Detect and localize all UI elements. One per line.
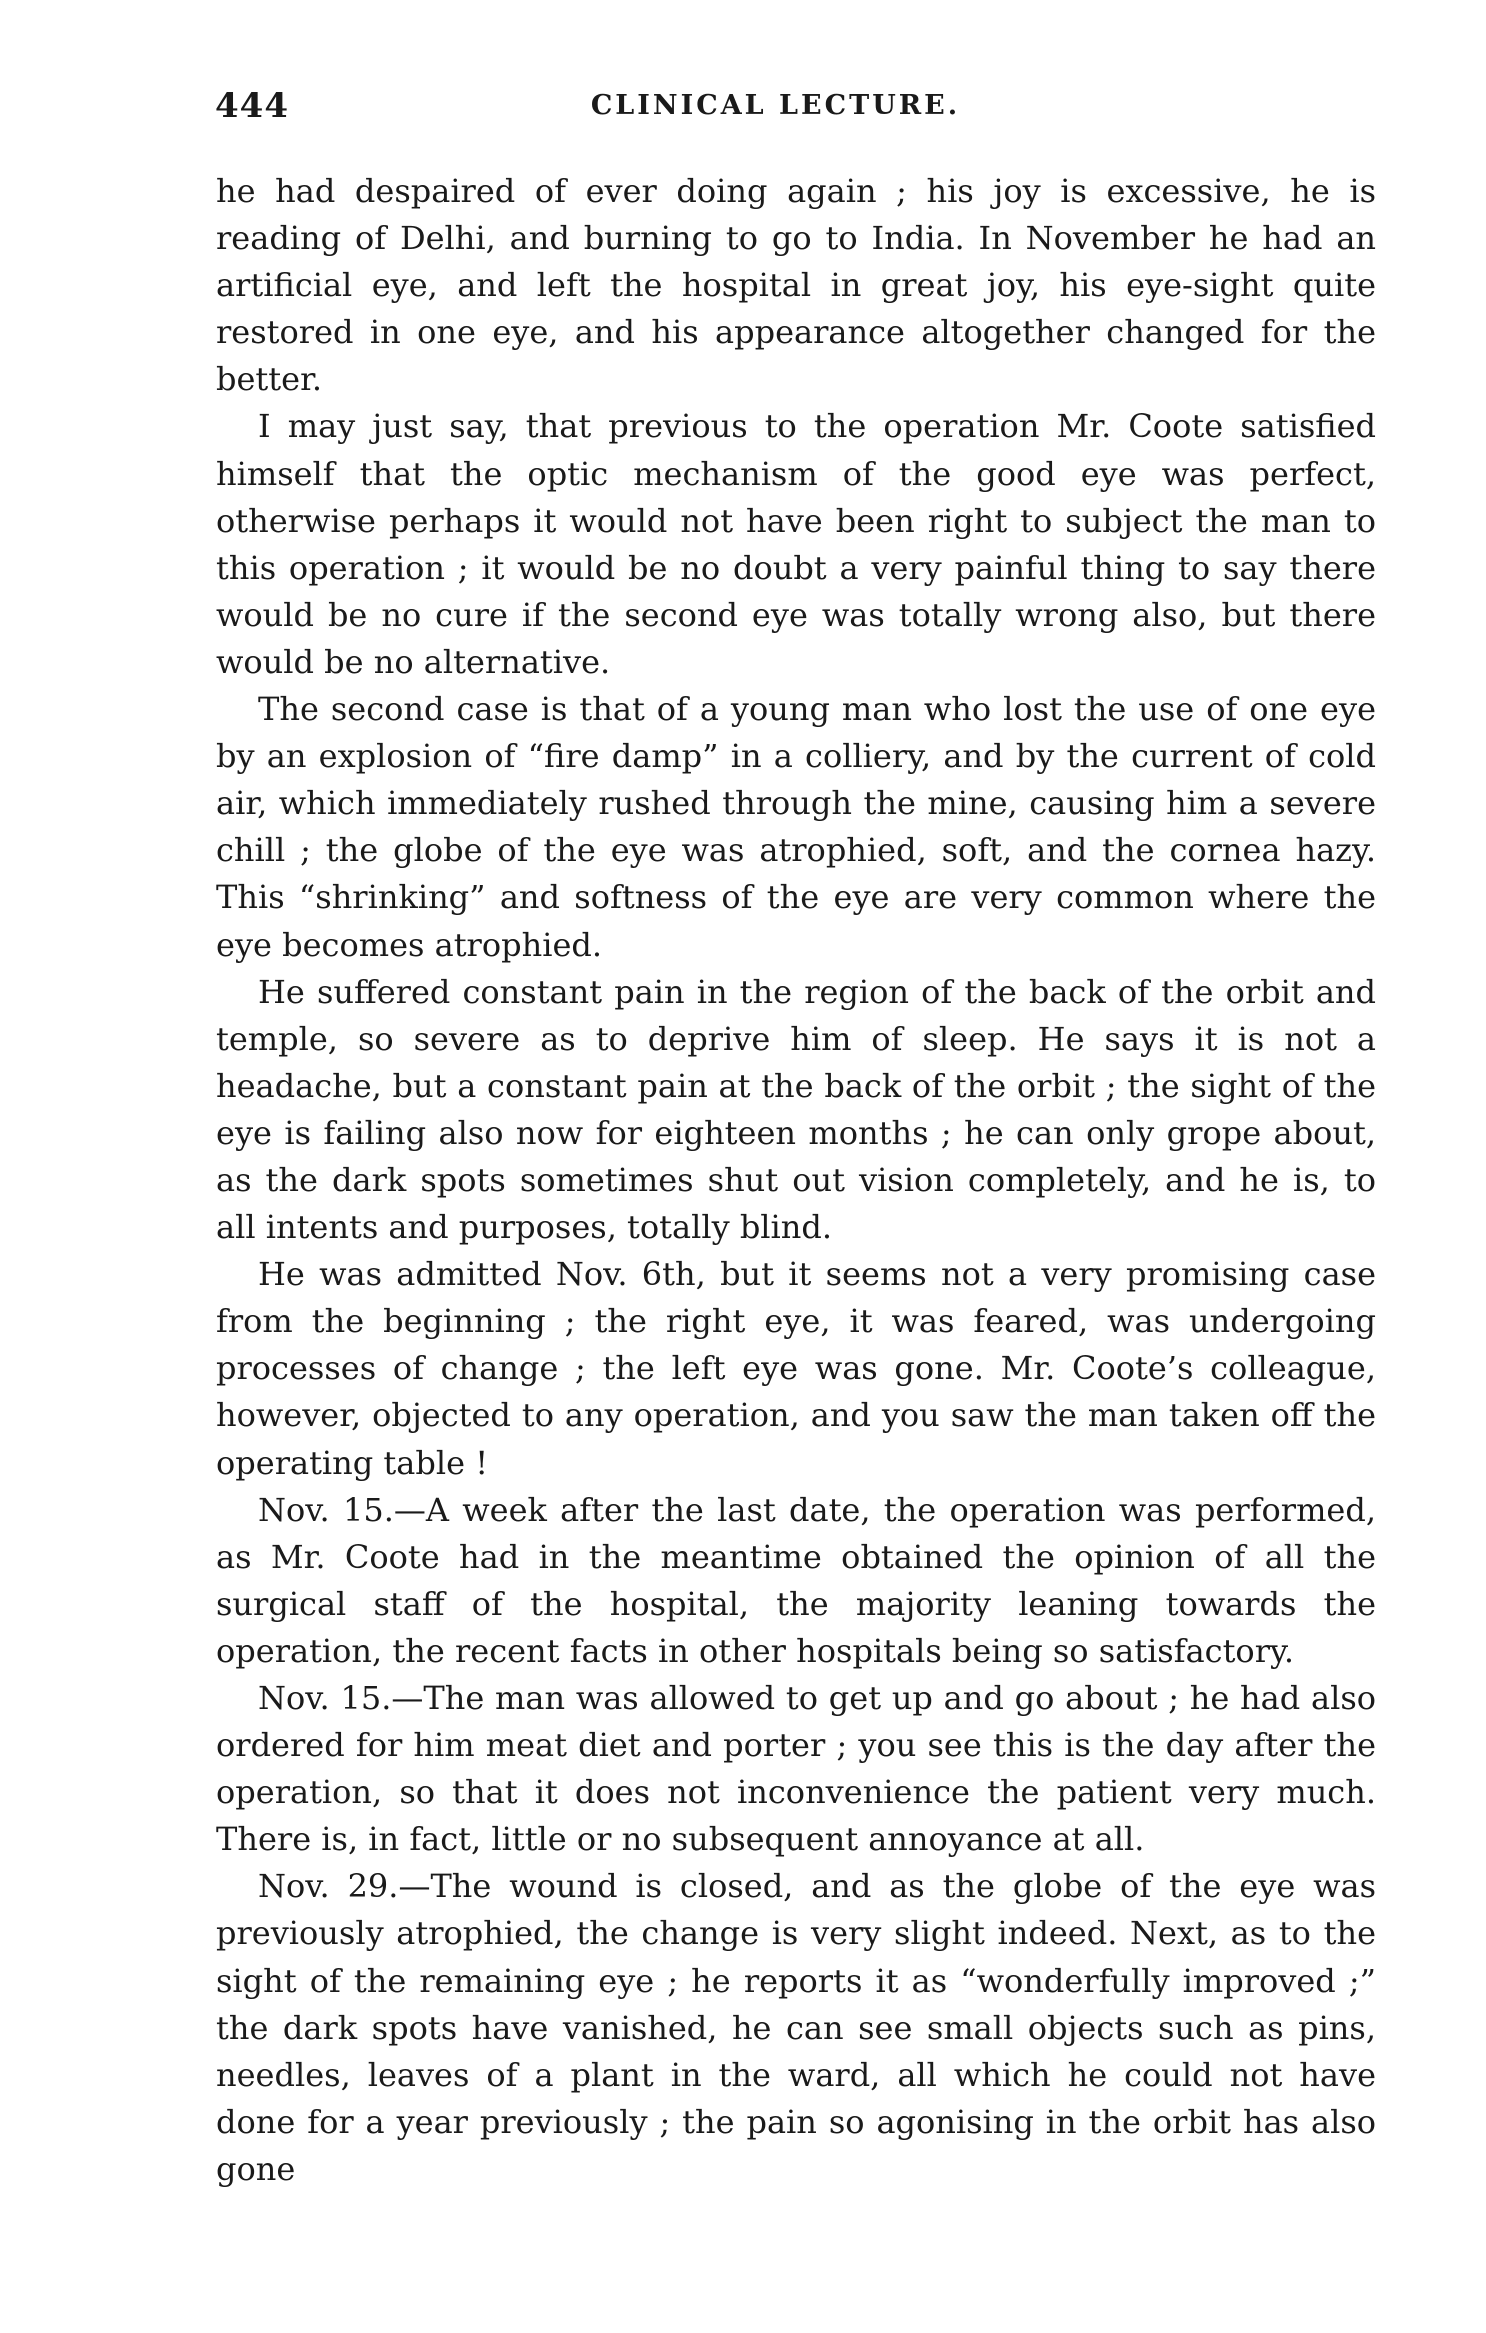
paragraph-operation-date: Nov. 15.—A week after the last date, the operation was performed, as Mr. Coote had in the meantime obtained the opinion of all the surgical staff of the hospital, the majority leaning towards the operation, the recent facts in other hospitals being so satisfactory. [216,1490,1376,1670]
paragraph-continued: he had despaired of ever doing again ; his joy is excessive, he is reading of Delhi, and burning to go to India. In November he had an artificial eye, and left the hospital in great joy, his eye-sight quite restored in one eye, and his appearance altogether changed for the better. [216,172,1376,399]
body-text [216,168,1376,2193]
running-title: CLINICAL LECTURE. [590,90,961,121]
paragraph-optic-mechanism: I may just say, that previous to the operation Mr. Coote satisfied himself that the optic mechanism of the good eye was perfect, otherwise perhaps it would not have been right to subject the man to this operation ; it would be no doubt a very painful thing to say there would be no cure if the second eye was totally wrong also, but there would be no alternative. [216,407,1376,681]
paragraph-post-operation: Nov. 15.—The man was allowed to get up and go about ; he had also ordered for him meat diet and porter ; you see this is the day after the operation, so that it does not inconvenience the patient very much. There is, in fact, little or no subsequent annoyance at all. [216,1679,1376,1859]
paragraph-second-case: The second case is that of a young man who lost the use of one eye by an explosion of “fire damp” in a colliery, and by the current of cold air, which immediately rushed through the mine, causing him a severe chill ; the globe of the eye was atrophied, soft, and the cornea hazy. This “shrinking” and softness of the eye are very common where the eye becomes atrophied. [216,690,1376,964]
paragraph-constant-pain: He suffered constant pain in the region of the back of the orbit and temple, so severe as to deprive him of sleep. He says it is not a headache, but a constant pain at the back of the orbit ; the sight of the eye is failing also now for eighteen months ; he can only grope about, as the dark spots sometimes shut out vision completely, and he is, to all intents and purposes, totally blind. [216,972,1376,1247]
page-number: 444 [215,86,289,126]
page-header [215,86,1376,136]
paragraph-wound-closed: Nov. 29.—The wound is closed, and as the globe of the eye was previously atrophied, the change is very slight indeed. Next, as to the sight of the remaining eye ; he reports it as “wonderfully improved ;” the dark spots have vanished, he can see small objects such as pins, needles, leaves of a plant in the ward, all which he could not have done for a year previously ; the pain so agonising in the orbit has also gone [216,1867,1376,2188]
paragraph-admission: He was admitted Nov. 6th, but it seems not a very promising case from the beginning ; the right eye, it was feared, was undergoing processes of change ; the left eye was gone. Mr. Coote’s colleague, however, objected to any operation, and you saw the man taken off the operating table ! [216,1255,1376,1482]
